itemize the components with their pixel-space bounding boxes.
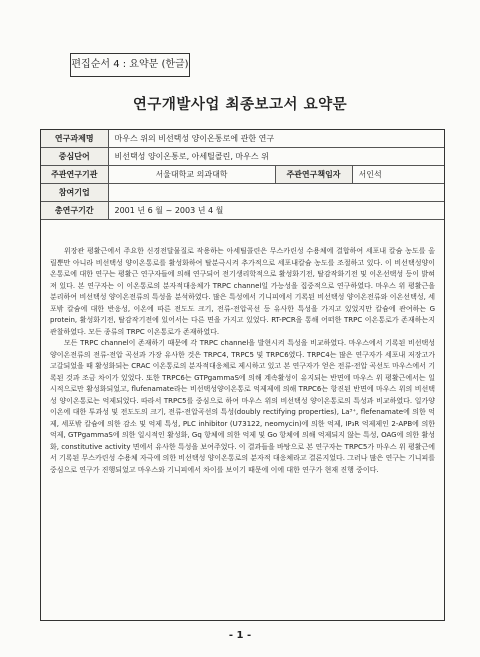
- abstract-text: [50, 246, 435, 476]
- partner-value: [108, 184, 444, 202]
- info-table: [41, 130, 444, 220]
- table-row: [41, 202, 444, 220]
- table-row: [41, 184, 444, 202]
- task-value: 마우스 위의 비선택성 양이온통로에 관한 연구: [108, 130, 444, 148]
- keywords-value: 비선택성 양이온통로, 아세틸콜린, 마우스 위: [108, 148, 444, 166]
- partner-label: 참여기업: [41, 184, 108, 202]
- table-row: [41, 130, 444, 148]
- report-title: 연구개발사업 최종보고서 요약문: [132, 97, 348, 113]
- pi-label: 주관연구책임자: [275, 166, 352, 184]
- org-value: 서울대학교 의과대학: [108, 166, 275, 184]
- pi-value: 서인석: [352, 166, 444, 184]
- abstract-paragraph-1: 위장관 평활근에서 주요한 신경전달물질로 작용하는 아세틸콜린은 무스카린성 수용체에 결합하여 세포내 칼슘 농도를 올릴뿐만 아니라 비선택성 양이온통로를 활성화하여 탈분극시켜 추가적으로 세포내칼슘 농도를 조절하고 있다. 이 비선택성양이온통로에 대한 연구는 평활근 연구자들에 의해 연구되어 전기생리학적으로 활성화기전, 탈감작화기전 및 이온선택성 등이 밝혀져 있다. 본 연구자는 이 이온통로의 분자적대응체가 TRPC channel일 가능성을 집중적으로 연구하였다. 마우스 위 평활근을 분리하여 비선택성 양이온전류의 특성을 분석하였다. 많은 특성에서 기니피에서 기록된 비선택성 양이온전류와 이온선택성, 세포밖 칼슘에 대한 반응성, 이온에 따른 전도도 크기, 전류-전압곡선 등 유사한 특성을 가지고 있었지만 칼슘에 관여하는 G protein, 활성화기전, 탈감작기전에 있어서는 다른 면을 가지고 있었다. RT-PCR을 통해 어떠한 TRPC 이온통로가 존재하는지 관찰하였다. 모든 종류의 TRPC 이온통로가 존재하였다.: [50, 247, 435, 336]
- period-value: 2001 년 6 월 ~ 2003 년 4 월: [108, 202, 444, 220]
- keywords-label: 중심단어: [41, 148, 108, 166]
- table-row: [41, 148, 444, 166]
- period-label: 총연구기간: [41, 202, 108, 220]
- org-label: 주관연구기관: [41, 166, 108, 184]
- edit-order-label: 편집순서 4 : 요약문 (한글): [70, 53, 190, 77]
- table-row: [41, 166, 444, 184]
- summary-box: [40, 129, 445, 621]
- abstract-paragraph-2: 모든 TRPC channel이 존재하기 때문에 각 TRPC channel을 발현시켜 특성을 비교하였다. 마우스에서 기록된 비선택성 양이온전류의 전류-전압 곡선과 가장 유사한 것은 TRPC4, TRPC5 및 TRPC6였다. TRPC4는 많은 연구자가 세포내 저장고가 고갈되었을 때 활성화되는 CRAC 이온통로의 분자적대응체로 제시하고 있고 본 연구자가 얻은 전류-전압 곡선도 마우스에서 기록된 것과 조금 차이가 있었다. 또한 TRPC6는 GTPgammaS에 의해 계속활성이 유지되는 반면에 마우스 위 평활근에서는 일시적으로만 활성화되었고, flufenamate라는 비선택성양이온통로 억제제에 의해 TRPC6는 항진된 반면에 마우스 위의 비선택성 양이온통로는 억제되었다. 따라서 TRPC5를 중심으로 하여 마우스 위의 비선택성 양이온통로의 특성과 비교하였다. 일가양이온에 대한 투과성 및 전도도의 크기, 전류-전압곡선의 특성(doubly rectifying properties), La³⁺, flefenamate에 의한 억제, 세포밖 칼슘에 의한 감소 및 억제 특성, PLC inhibitor (U73122, neomycin)에 의한 억제, IP₃R 억제제인 2-APB에 의한 억제, GTPgammaS에 의한 일시적인 활성화, Gq 항체에 의한 억제 및 Go 항체에 의해 억제되지 않는 특성, OAG에 의한 활성화, constitutive activity 면에서 유사한 특성을 보여주었다. 이 결과들을 바탕으로 본 연구자는 TRPC5가 마우스 위 평활근에서 기록된 무스카린성 수용체 자극에 의한 비선택성 양이온통로의 분자적 대응체라고 결론지었다. 그러나 많은 연구는 기니피를 중심으로 연구가 진행되었고 마우스와 기니피에서 차이를 보이기 때문에 이에 대한 연구가 현재 진행 중이다.: [50, 339, 435, 474]
- page-number: - 1 -: [228, 630, 252, 641]
- task-label: 연구과제명: [41, 130, 108, 148]
